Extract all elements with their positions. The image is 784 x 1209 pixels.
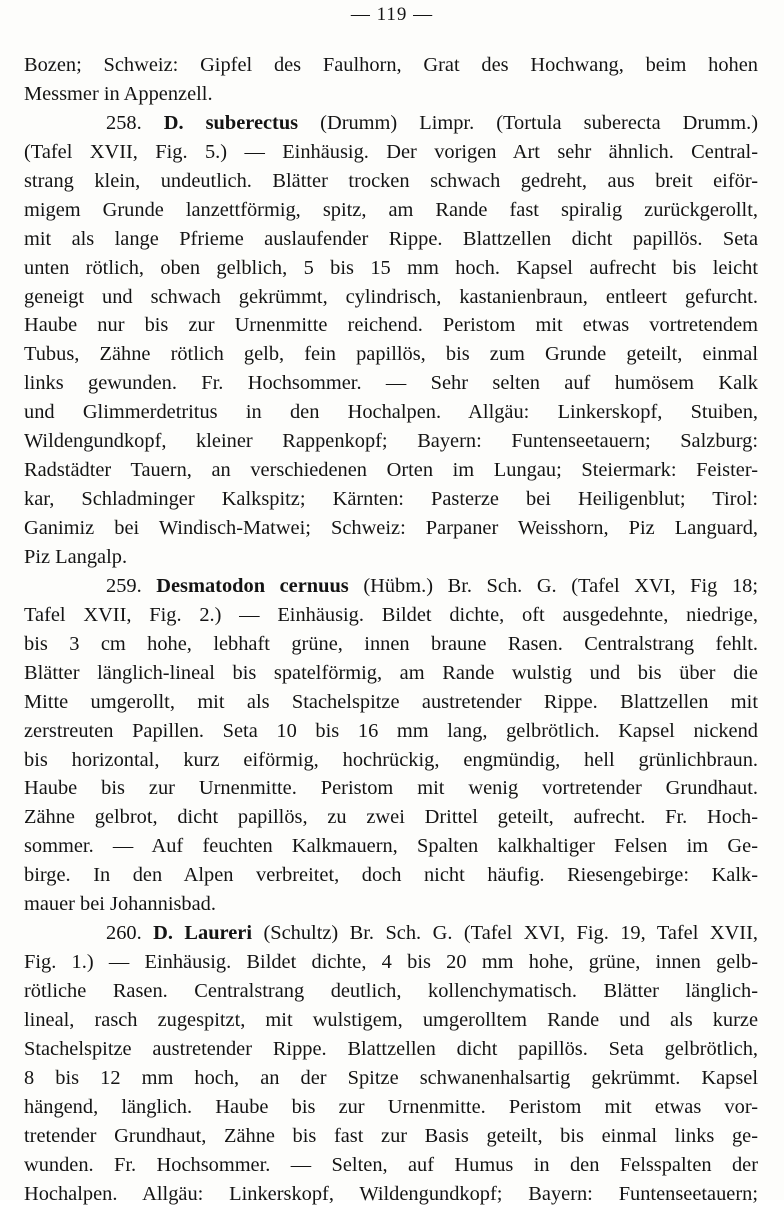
text-run: (Drumm) Limpr. (Tortula suberecta Drumm.): [298, 111, 759, 134]
text-run: bis horizontal, kurz eiförmig, hochrückig, engmündig, hell grünlichbraun.: [24, 748, 758, 771]
text-run: (Schultz) Br. Sch. G. (Tafel XVI, Fig. 19, Tafel XVII,: [252, 922, 758, 945]
text-line: [24, 1035, 758, 1064]
text-line: [24, 601, 758, 630]
text-line: [24, 977, 758, 1006]
text-run: migem Grunde lanzettförmig, spitz, am Rande fast spiralig zurückgerollt,: [24, 198, 758, 221]
text-run: Radstädter Tauern, an verschiedenen Orten im Lungau; Steiermark: Feister-: [24, 459, 758, 482]
text-line: [24, 109, 758, 138]
text-line: [24, 659, 758, 688]
text-run: Stachelspitze austretender Rippe. Blattzellen dicht papillös. Seta gelbrötlich,: [24, 1037, 758, 1060]
text-run: Haube nur bis zur Urnenmitte reichend. Peristom mit etwas vortretendem: [24, 314, 758, 337]
text-line: [24, 688, 758, 717]
text-line: [24, 919, 758, 948]
text-line: [24, 427, 758, 456]
text-run: mauer bei Johannisbad.: [24, 893, 216, 916]
text-line: [24, 369, 758, 398]
text-run: (Hübm.) Br. Sch. G. (Tafel XVI, Fig 18;: [348, 574, 759, 597]
species-name: D. Laureri: [153, 922, 252, 945]
text-run: 258.: [106, 111, 164, 134]
text-run: Piz Langalp.: [24, 545, 128, 568]
text-run: tretender Grundhaut, Zähne bis fast zur Basis geteilt, bis einmal links ge-: [24, 1124, 758, 1147]
text-line: [24, 51, 758, 80]
body-text: [24, 51, 758, 1209]
text-run: rötliche Rasen. Centralstrang deutlich, kollenchymatisch. Blätter länglich-: [24, 980, 758, 1002]
text-line: [24, 543, 758, 572]
text-line: [24, 1180, 758, 1209]
text-run: Tafel XVII, Fig. 2.) — Einhäusig. Bildet dichte, oft ausgedehnte, niedrige,: [24, 603, 758, 626]
text-run: Ganimiz bei Windisch-Matwei; Schweiz: Parpaner Weisshorn, Piz Languard,: [24, 517, 758, 539]
text-line: [24, 803, 758, 832]
page-number: — 119 —: [350, 4, 434, 25]
text-run: (Tafel XVII, Fig. 5.) — Einhäusig. Der vorigen Art sehr ähnlich. Central-: [24, 140, 758, 163]
text-line: [24, 572, 758, 601]
text-run: 260.: [106, 922, 154, 945]
text-line: [24, 630, 758, 659]
text-run: kar, Schladminger Kalkspitz; Kärnten: Pasterze bei Heiligenblut; Tirol:: [24, 488, 758, 511]
text-run: sommer. — Auf feuchten Kalkmauern, Spalten kalkhaltiger Felsen im Ge-: [24, 835, 758, 858]
text-run: strang klein, undeutlich. Blätter trocken schwach gedreht, aus breit eiför-: [24, 169, 758, 192]
text-run: birge. In den Alpen verbreitet, doch nicht häufig. Riesengebirge: Kalk-: [24, 864, 758, 887]
text-line: [24, 890, 758, 919]
text-line: [24, 283, 758, 312]
text-line: [24, 225, 758, 254]
text-run: links gewunden. Fr. Hochsommer. — Sehr selten auf humösem Kalk: [24, 372, 758, 395]
text-run: geneigt und schwach gekrümmt, cylindrisch, kastanienbraun, entleert gefurcht.: [24, 285, 758, 308]
text-line: [24, 1093, 758, 1122]
text-run: lineal, rasch zugespitzt, mit wulstigem, umgerolltem Rande und als kurze: [24, 1008, 758, 1031]
text-run: wunden. Fr. Hochsommer. — Selten, auf Humus in den Felsspalten der: [24, 1153, 758, 1176]
text-run: und Glimmerdetritus in den Hochalpen. Allgäu: Linkerskopf, Stuiben,: [24, 401, 758, 424]
text-run: bis 3 cm hohe, lebhaft grüne, innen braune Rasen. Centralstrang fehlt.: [24, 632, 758, 655]
text-run: Haube bis zur Urnenmitte. Peristom mit wenig vortretender Grundhaut.: [24, 777, 758, 800]
species-name: Desmatodon cernuus: [156, 574, 349, 597]
text-run: mit als lange Pfrieme auslaufender Rippe. Blattzellen dicht papillös. Seta: [24, 227, 758, 250]
text-run: Tubus, Zähne rötlich gelb, fein papillös, bis zum Grunde geteilt, einmal: [24, 343, 758, 366]
text-line: [24, 1122, 758, 1151]
text-line: [24, 80, 758, 109]
text-line: [24, 456, 758, 485]
text-run: Mitte umgerollt, mit als Stachelspitze austretender Rippe. Blattzellen mit: [24, 690, 758, 713]
text-line: [24, 861, 758, 890]
text-line: [24, 485, 758, 514]
text-run: hängend, länglich. Haube bis zur Urnenmitte. Peristom mit etwas vor-: [24, 1095, 758, 1118]
text-run: 259.: [106, 574, 157, 597]
text-line: [24, 340, 758, 369]
text-line: [24, 717, 758, 746]
text-run: Hochalpen. Allgäu: Linkerskopf, Wildengundkopf; Bayern: Funtenseetauern;: [24, 1182, 758, 1205]
text-line: [24, 398, 758, 427]
text-line: [24, 514, 758, 543]
text-run: unten rötlich, oben gelblich, 5 bis 15 mm hoch. Kapsel aufrecht bis leicht: [24, 256, 758, 279]
text-run: Bozen; Schweiz: Gipfel des Faulhorn, Grat des Hochwang, beim hohen: [24, 54, 758, 76]
text-line: [24, 774, 758, 803]
text-line: [24, 254, 758, 283]
text-line: [24, 1064, 758, 1093]
species-name: D. suberectus: [163, 111, 299, 134]
text-run: zerstreuten Papillen. Seta 10 bis 16 mm lang, gelbrötlich. Kapsel nickend: [24, 719, 758, 742]
text-line: [24, 832, 758, 861]
text-line: [24, 311, 758, 340]
text-line: [24, 746, 758, 775]
text-run: Wildengundkopf, kleiner Rappenkopf; Bayern: Funtenseetauern; Salzburg:: [24, 430, 758, 453]
text-run: Zähne gelbrot, dicht papillös, zu zwei Drittel geteilt, aufrecht. Fr. Hoch-: [24, 806, 758, 829]
text-line: [24, 948, 758, 977]
text-run: Fig. 1.) — Einhäusig. Bildet dichte, 4 bis 20 mm hohe, grüne, innen gelb-: [24, 951, 758, 974]
text-run: 8 bis 12 mm hoch, an der Spitze schwanenhalsartig gekrümmt. Kapsel: [24, 1066, 758, 1089]
text-line: [24, 167, 758, 196]
text-line: [24, 1006, 758, 1035]
text-line: [24, 1151, 758, 1180]
text-run: Blätter länglich-lineal bis spatelförmig, am Rande wulstig und bis über die: [24, 661, 758, 684]
text-line: [24, 138, 758, 167]
text-run: Messmer in Appenzell.: [24, 82, 213, 105]
text-line: [24, 196, 758, 225]
